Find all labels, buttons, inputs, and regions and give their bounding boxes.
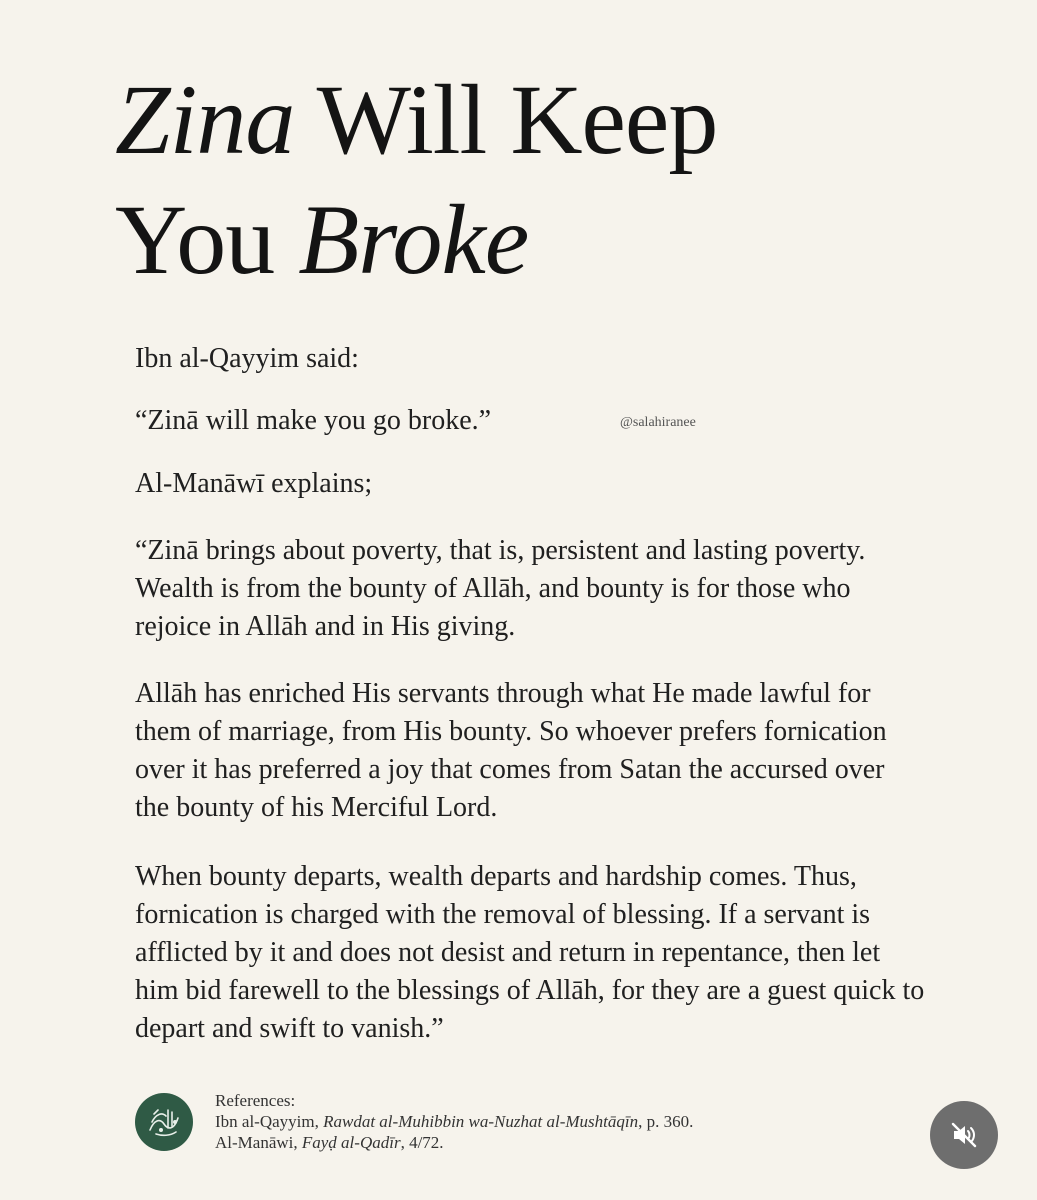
title-word-zina: Zina xyxy=(115,64,295,175)
reference-2 xyxy=(215,1132,693,1153)
reference-2-author: Al-Manāwi, xyxy=(215,1133,302,1152)
quote-text: “Zinā will make you go broke.” xyxy=(135,405,492,436)
reference-1-author: Ibn al-Qayyim, xyxy=(215,1112,324,1131)
author-handle: @salahiranee xyxy=(620,415,696,430)
calligraphy-seal-icon xyxy=(135,1093,193,1151)
title-line2-plain: You xyxy=(115,184,299,295)
reference-2-page: , 4/72. xyxy=(400,1133,444,1152)
explainer-text: Al-Manāwī explains; xyxy=(135,468,373,499)
paragraph-1: “Zinā brings about poverty, that is, persistent and lasting poverty. Wealth is from the bounty of Allāh, and bounty is for those who rejoice in Allāh and in His giving. xyxy=(135,535,866,642)
references-block xyxy=(135,1090,835,1170)
intro-text: Ibn al-Qayyim said: xyxy=(135,343,359,374)
paragraph-3: When bounty departs, wealth departs and hardship comes. Thus, fornication is charged with the removal of blessing. If a servant is afflicted by it and does not desist and return in repentance, then let him bid farewell to the blessings of Allāh, for they are a guest quick to depart and swift to vanish.” xyxy=(135,861,925,1044)
paragraph-2: Allāh has enriched His servants through what He made lawful for them of marriage, from His bounty. So whoever prefers fornication over it has preferred a joy that comes from Satan the accursed over the bounty of his Merciful Lord. xyxy=(135,678,887,823)
speaker-muted-icon xyxy=(947,1118,981,1152)
title-line1-rest: Will Keep xyxy=(294,64,718,175)
calligraphy-glyph xyxy=(142,1100,186,1144)
reference-1-title: Rawdat al-Muhibbin wa-Nuzhat al-Mushtāqīn xyxy=(323,1112,639,1131)
title-word-broke: Broke xyxy=(298,184,529,295)
reference-1 xyxy=(215,1111,693,1132)
page-title xyxy=(115,60,935,300)
reference-2-title: Fayḍ al-Qadīr xyxy=(301,1133,401,1152)
reference-1-page: , p. 360. xyxy=(638,1112,694,1131)
references-heading: References: xyxy=(215,1091,296,1110)
mute-toggle-button[interactable] xyxy=(930,1101,998,1169)
reference-lines xyxy=(215,1090,693,1153)
